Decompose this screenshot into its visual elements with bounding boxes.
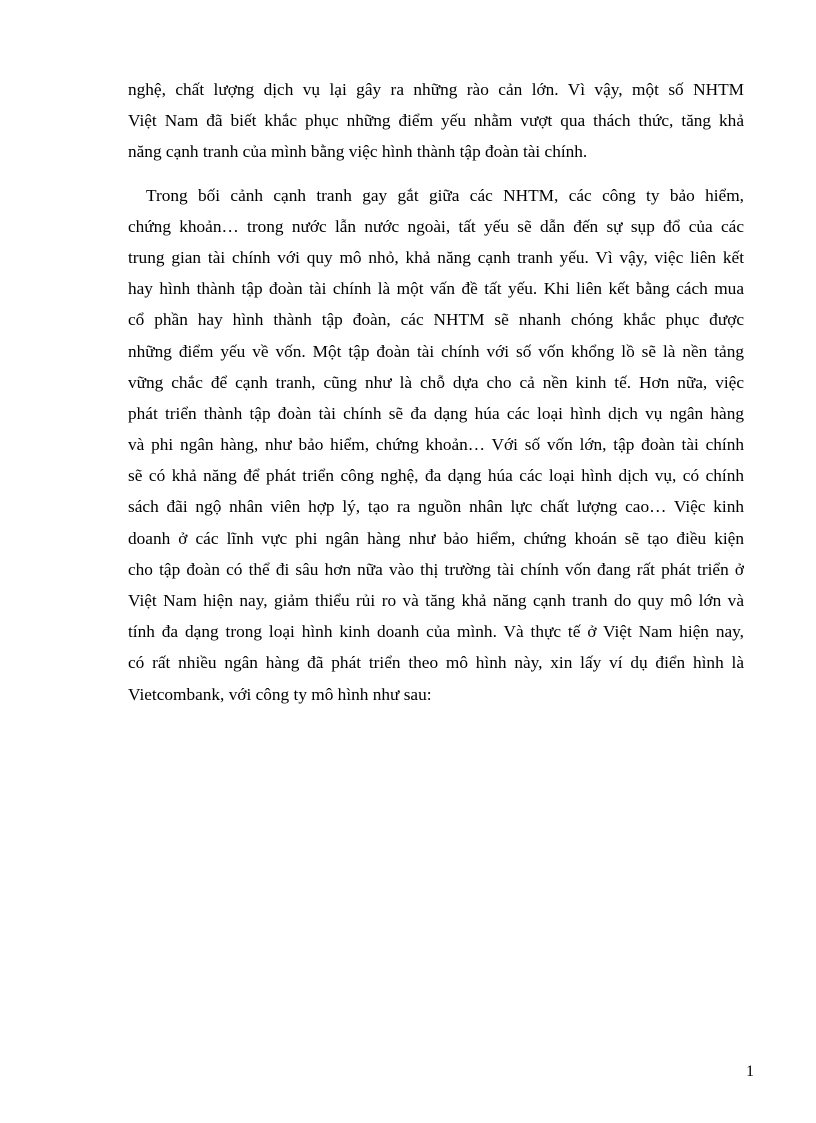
text-line: nghệ, chất lượng dịch vụ lại gây ra những rào cản lớn. Vì vậy, một số NHTM	[128, 80, 744, 99]
text-line: sách đãi ngộ nhân viên hợp lý, tạo ra nguồn nhân lực chất lượng cao… Việc kinh	[128, 497, 744, 517]
text-line: vững chắc để cạnh tranh, cũng như là chỗ dựa cho cả nền kinh tế. Hơn nữa, việc	[128, 372, 744, 392]
text-line: và phi ngân hàng, như bảo hiểm, chứng khoản… Với số vốn lớn, tập đoàn tài chính	[128, 435, 744, 455]
text-line: sẽ có khả năng để phát triển công nghệ, đa dạng húa các loại hình dịch vụ, có chính	[128, 466, 744, 486]
text-line: những điểm yếu về vốn. Một tập đoàn tài chính với số vốn khổng lồ sẽ là nền tảng	[128, 341, 744, 361]
text-line: Trong bối cảnh cạnh tranh gay gắt giữa các NHTM, các công ty bảo hiểm,	[146, 185, 744, 205]
text-line: Vietcombank, với công ty mô hình như sau:	[128, 684, 432, 704]
text-line: Việt Nam đã biết khắc phục những điểm yếu nhằm vượt qua thách thức, tăng khả	[128, 111, 744, 131]
text-line: trung gian tài chính với quy mô nhỏ, khả năng cạnh tranh yếu. Vì vậy, việc liên kết	[128, 247, 744, 267]
text-line: Việt Nam hiện nay, giảm thiểu rủi ro và tăng khả năng cạnh tranh do quy mô lớn và	[128, 591, 744, 610]
text-line: cổ phần hay hình thành tập đoàn, các NHTM sẽ nhanh chóng khắc phục được	[128, 310, 744, 330]
text-line: hay hình thành tập đoàn tài chính là một vấn đề tất yếu. Khi liên kết bằng cách mua	[128, 279, 744, 299]
text-line: tính đa dạng trong loại hình kinh doanh của mình. Và thực tế ở Việt Nam hiện nay,	[128, 622, 744, 642]
paragraph-1	[128, 74, 744, 168]
text-line: năng cạnh tranh của mình bằng việc hình thành tập đoàn tài chính.	[128, 142, 588, 162]
text-line: phát triển thành tập đoàn tài chính sẽ đa dạng húa các loại hình dịch vụ ngân hàng	[128, 403, 744, 423]
text-line: có rất nhiều ngân hàng đã phát triển theo mô hình này, xin lấy ví dụ điển hình là	[128, 653, 744, 673]
text-line: chứng khoản… trong nước lẫn nước ngoài, tất yếu sẽ dẫn đến sự sụp đổ của các	[128, 216, 744, 236]
body-text	[128, 74, 744, 710]
text-line: doanh ở các lĩnh vực phi ngân hàng như bảo hiểm, chứng khoán sẽ tạo điều kiện	[128, 528, 744, 548]
paragraph-spacing	[128, 168, 744, 180]
paragraph-2	[128, 180, 744, 710]
page-number: 1	[746, 1063, 754, 1080]
text-line: cho tập đoàn có thể đi sâu hơn nữa vào thị trường tài chính vốn đang rất phát triển ở	[128, 559, 744, 579]
